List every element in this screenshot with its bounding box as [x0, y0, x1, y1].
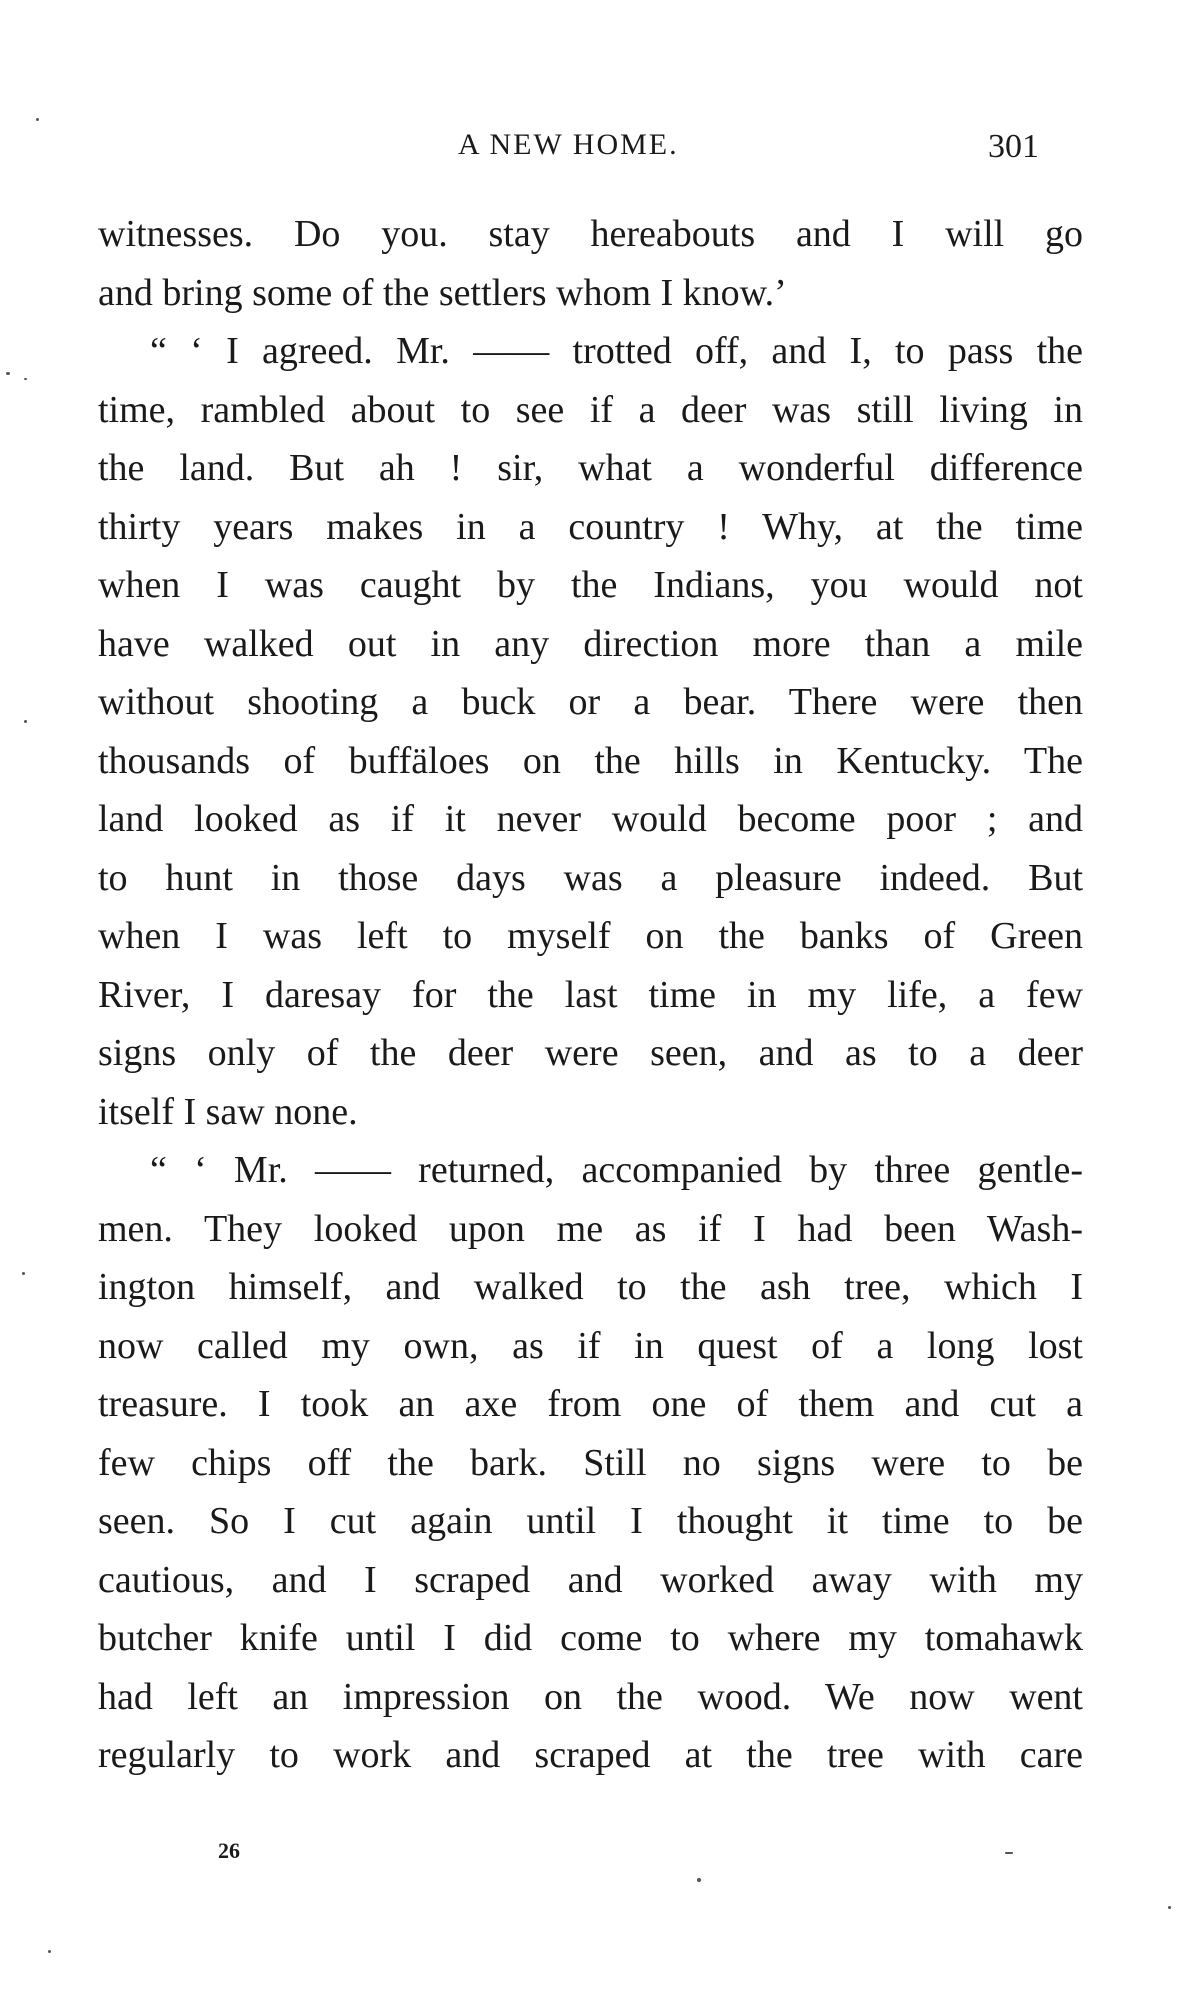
text-line: butcher knife until I did come to where my tomahawk: [98, 1617, 1083, 1659]
signature-mark: 26: [218, 1838, 240, 1863]
text-line: now called my own, as if in quest of a long lost: [98, 1324, 1083, 1367]
scan-speck: [1005, 1852, 1013, 1854]
text-line: thirty years makes in a country ! Why, at the time: [98, 505, 1083, 548]
text-line: “ ‘ Mr. —— returned, accompanied by three gentle-: [150, 1149, 1083, 1191]
scan-speck: [697, 1878, 701, 1882]
page-number: 301: [988, 128, 1039, 165]
text-line: men. They looked upon me as if I had been Wash-: [98, 1207, 1083, 1250]
text-line: witnesses. Do you. stay hereabouts and I will go: [98, 213, 1083, 255]
scan-speck: [22, 1272, 25, 1275]
scan-speck: [24, 720, 27, 723]
text-line: land looked as if it never would become poor ; and: [98, 798, 1083, 840]
body-text: [98, 205, 1083, 1785]
scan-speck: [1168, 1906, 1171, 1909]
text-line: had left an impression on the wood. We now went: [98, 1675, 1083, 1718]
scan-speck: [36, 118, 39, 121]
text-line: have walked out in any direction more than a mile: [98, 622, 1083, 665]
text-line: without shooting a buck or a bear. There were then: [98, 681, 1083, 723]
text-line: the land. But ah ! sir, what a wonderful difference: [98, 447, 1083, 489]
scan-speck: [6, 372, 10, 375]
running-title: A NEW HOME.: [458, 128, 679, 161]
text-line: thousands of buffäloes on the hills in Kentucky. The: [98, 739, 1083, 782]
text-line: regularly to work and scraped at the tree with care: [98, 1734, 1083, 1776]
text-line: seen. So I cut again until I thought it time to be: [98, 1500, 1083, 1542]
text-line: few chips off the bark. Still no signs were to be: [98, 1441, 1083, 1484]
text-line: and bring some of the settlers whom I know.’: [98, 271, 787, 314]
text-line: cautious, and I scraped and worked away with my: [98, 1558, 1083, 1601]
text-line: itself I saw none.: [98, 1090, 358, 1133]
text-line: to hunt in those days was a pleasure indeed. But: [98, 856, 1083, 899]
running-head: [0, 128, 1195, 172]
text-line: ington himself, and walked to the ash tree, which I: [98, 1266, 1083, 1308]
scan-speck: [48, 1950, 51, 1953]
text-line: “ ‘ I agreed. Mr. —— trotted off, and I, to pass the: [150, 330, 1083, 372]
scan-speck: [24, 378, 27, 380]
text-line: when I was left to myself on the banks of Green: [98, 915, 1083, 957]
text-line: treasure. I took an axe from one of them and cut a: [98, 1383, 1083, 1425]
text-line: when I was caught by the Indians, you would not: [98, 564, 1083, 606]
text-line: time, rambled about to see if a deer was still living in: [98, 388, 1083, 431]
text-line: River, I daresay for the last time in my life, a few: [98, 973, 1083, 1016]
text-line: signs only of the deer were seen, and as to a deer: [98, 1032, 1083, 1074]
